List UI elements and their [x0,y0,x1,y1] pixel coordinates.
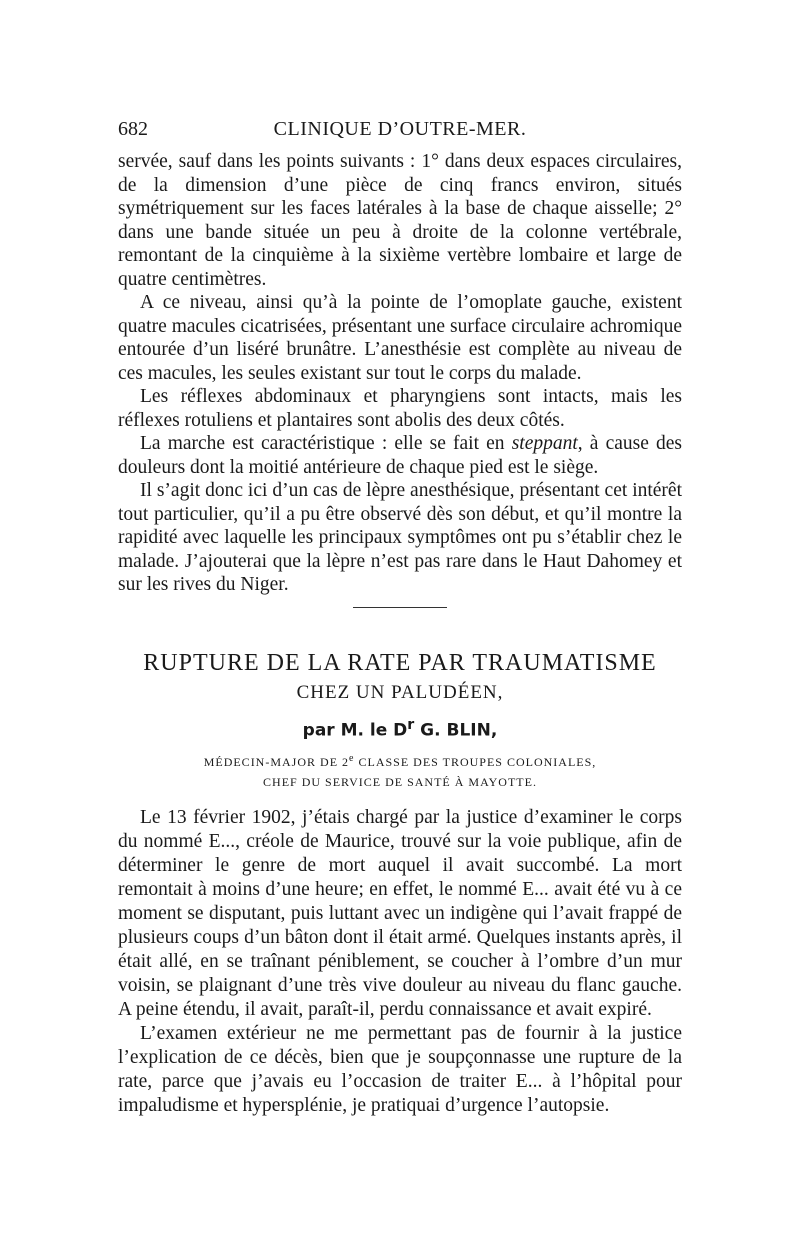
role-text: CLASSE DES TROUPES COLONIALES, [354,755,597,769]
role-line [100,749,700,772]
paragraph: L’examen extérieur ne me permettant pas de fournir à la justice l’explication de ce décès, bien que je soupçonnasse une rupture de la rate, parce que j’avais eu l’occasion de traiter E... à l’hôpital pour impaludisme et hypersplénie, je pratiquai d’urgence l’autopsie. [118,1023,682,1116]
page-number: 682 [118,118,148,140]
paragraph: Le 13 février 1902, j’étais chargé par la justice d’examiner le corps du nommé E..., créole de Maurice, trouvé sur la voie publique, afin de déterminer le genre de mort auquel il avait succombé. La mort remontait à moins d’une heure; en effet, le nommé E... avait été vu à ce moment se disputant, puis luttant avec un indigène qui l’avait frappé de plusieurs coups d’un bâton dont il était armé. Quelques instants après, il était allé, en se traînant péniblement, se coucher à l’ombre d’un mur voisin, se plaignant d’une très vive douleur au niveau du flanc gauche. A peine étendu, il avait, paraît-il, perdu connaissance et avait expiré. [118,807,682,1020]
byline-prefix: par M. le D [302,720,408,741]
article-subtitle: CHEZ UN PALUDÉEN, [296,682,504,703]
section-divider [353,607,447,608]
author-name: G. BLIN, [414,720,498,741]
author-role [100,749,700,792]
text-run: , à cause des douleurs dont la moitié antérieure de chaque pied est le siège. [118,433,683,478]
author-byline [100,717,700,741]
role-superscript: e [349,753,355,764]
byline-superscript: r [407,717,415,733]
article-body [118,806,682,1118]
role-text: MÉDECIN-MAJOR DE 2 [203,755,350,769]
article-title: RUPTURE DE LA RATE PAR TRAUMATISME [143,650,657,676]
paragraph-gait [118,432,682,479]
continuation-text [118,150,682,597]
role-line: CHEF DU SERVICE DE SANTÉ À MAYOTTE. [263,775,537,789]
running-title: CLINIQUE D’OUTRE-MER. [273,118,527,140]
running-head [118,118,682,144]
paragraph: Il s’agit donc ici d’un cas de lèpre anesthésique, présentant cet intérêt tout particulier, qu’il a pu être observé dès son début, et qu’il montre la rapidité avec laquelle les principaux symptômes ont pu s’établir chez le malade. J’ajouterai que la lèpre n’est pas rare dans le Haut Dahomey et sur les rives du Niger. [118,480,682,595]
paragraph: Les réflexes abdominaux et pharyngiens sont intacts, mais les réflexes rotuliens et plantaires sont abolis des deux côtés. [118,386,682,431]
paragraph: servée, sauf dans les points suivants : 1° dans deux espaces circulaires, de la dimension d’une pièce de cinq francs environ, situés symétriquement sur les faces latérales à la base de chaque aisselle; 2° dans une bande située un peu à droite de la colonne vertébrale, remontant de la cinquième à la sixième vertèbre lombaire et large de quatre centimètres. [118,151,682,290]
text-run: La marche est caractéristique : elle se fait en [140,433,512,454]
italic-term: steppant [511,433,578,454]
paragraph: A ce niveau, ainsi qu’à la pointe de l’omoplate gauche, existent quatre macules cicatrisées, présentant une surface circulaire achromique entourée d’un liséré brunâtre. L’anesthésie est complète au niveau de ces macules, les seules existant sur tout le corps du malade. [118,292,682,384]
